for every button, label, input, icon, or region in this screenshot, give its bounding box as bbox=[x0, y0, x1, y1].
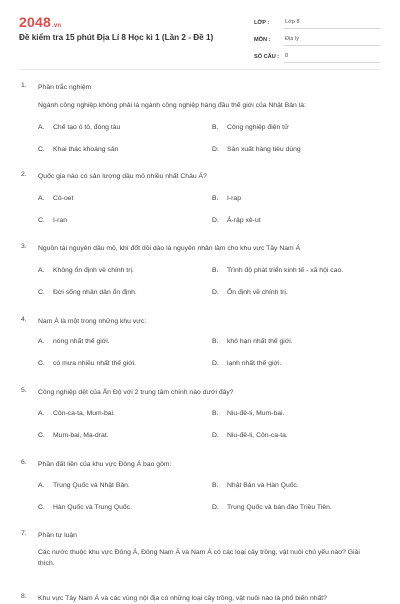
option-text: có mưa nhiều nhất thế giới. bbox=[53, 360, 137, 367]
option-text: khô hạn nhất thế giới. bbox=[227, 338, 293, 345]
option-d[interactable] bbox=[212, 360, 281, 367]
option-text: Trung Quốc và bán đảo Triều Tiên. bbox=[227, 504, 332, 511]
option-letter: A. bbox=[38, 195, 45, 202]
option-text: Chế tạo ô tô, đóng tàu bbox=[53, 124, 121, 131]
question-text: Khu vực Tây Nam Á và các vùng nội địa có những loại cây trồng, vật nuôi nào là phổ biến nhất? bbox=[38, 595, 327, 602]
option-text: Trình độ phát triển kinh tế - xã hội cao. bbox=[227, 267, 344, 274]
option-text: I-rap bbox=[227, 195, 241, 202]
section-title: Phần tự luận bbox=[38, 532, 77, 539]
option-text: Không ổn định về chính trị. bbox=[53, 267, 134, 274]
option-c[interactable] bbox=[38, 504, 132, 511]
option-letter: C. bbox=[38, 432, 45, 439]
option-letter: A. bbox=[38, 482, 45, 489]
option-letter: D. bbox=[212, 360, 219, 367]
option-text: Đời sống nhân dân ổn định. bbox=[53, 289, 137, 296]
option-b[interactable] bbox=[212, 410, 284, 417]
option-a[interactable] bbox=[38, 482, 130, 489]
question-text: Công nghiệp dệt của Ấn Độ với 2 trung tâm chính nào dưới đây? bbox=[38, 389, 234, 396]
option-letter: D. bbox=[212, 217, 219, 224]
question-text: Các nước thuộc khu vực Đông Á, Đông Nam Á và Nam Á có các loại cây trồng, vật nuôi chủ yếu nào? Giải thích. bbox=[38, 549, 360, 567]
option-text: Sản xuất hàng tiêu dùng bbox=[227, 146, 301, 153]
option-text: Cô-oet bbox=[53, 195, 74, 202]
option-text: Công nghiệp điện tử bbox=[227, 124, 289, 131]
meta-row-class bbox=[254, 14, 380, 31]
option-c[interactable] bbox=[38, 289, 137, 296]
question-text: Phần đất liền của khu vực Đông Á bao gồm: bbox=[38, 461, 172, 468]
option-c[interactable] bbox=[38, 432, 109, 439]
option-a[interactable] bbox=[38, 195, 73, 202]
option-letter: B. bbox=[212, 195, 219, 202]
option-letter: A. bbox=[38, 410, 45, 417]
section-title: Phần trắc nghiệm bbox=[38, 84, 92, 91]
meta-row-subject bbox=[254, 31, 380, 48]
meta-value: Địa lý bbox=[284, 33, 380, 46]
option-b[interactable] bbox=[212, 267, 343, 274]
logo-main: 2048 bbox=[19, 14, 51, 30]
option-d[interactable] bbox=[212, 146, 301, 153]
page-title: Đề kiểm tra 15 phút Địa Lí 8 Học kì 1 (Lần 2 - Đề 1) bbox=[19, 33, 214, 42]
option-letter: D. bbox=[212, 504, 219, 511]
option-a[interactable] bbox=[38, 124, 120, 131]
question-number: 8. bbox=[21, 593, 27, 600]
option-text: Hàn Quốc và Trung Quốc. bbox=[53, 504, 132, 511]
option-text: nóng nhất thế giới. bbox=[53, 338, 110, 345]
logo[interactable] bbox=[19, 14, 61, 30]
option-letter: D. bbox=[212, 146, 219, 153]
meta-label: MÔN : bbox=[254, 36, 271, 43]
option-letter: C. bbox=[38, 289, 45, 296]
question-number: 2. bbox=[21, 171, 27, 178]
option-letter: C. bbox=[38, 217, 45, 224]
option-letter: C. bbox=[38, 146, 45, 153]
option-text: Niu-đê-li, Mum-bai. bbox=[227, 410, 285, 417]
option-text: Trung Quốc và Nhật Bản. bbox=[53, 482, 130, 489]
question-number: 3. bbox=[21, 243, 27, 250]
header-divider bbox=[19, 69, 381, 70]
option-c[interactable] bbox=[38, 360, 136, 367]
option-c[interactable] bbox=[38, 217, 67, 224]
option-a[interactable] bbox=[38, 410, 115, 417]
question-number: 6. bbox=[21, 459, 27, 466]
option-d[interactable] bbox=[212, 217, 261, 224]
option-b[interactable] bbox=[212, 482, 299, 489]
option-d[interactable] bbox=[212, 289, 288, 296]
option-letter: D. bbox=[212, 289, 219, 296]
option-letter: B. bbox=[212, 338, 219, 345]
option-text: Ả-rập xê-ut bbox=[227, 217, 261, 224]
option-text: Côn-ca-ta, Mum-bai. bbox=[53, 410, 115, 417]
option-d[interactable] bbox=[212, 432, 288, 439]
section-number: 7. bbox=[21, 530, 27, 537]
question-text: Ngành công nghiệp không phải là ngành công nghiệp hàng đầu thế giới của Nhật Bản là: bbox=[38, 102, 306, 109]
option-a[interactable] bbox=[38, 267, 134, 274]
option-letter: B. bbox=[212, 482, 219, 489]
meta-row-count bbox=[254, 48, 380, 65]
meta-label: SỐ CÂU : bbox=[254, 53, 280, 60]
option-text: lạnh nhất thế giới. bbox=[227, 360, 282, 367]
option-letter: D. bbox=[212, 432, 219, 439]
option-b[interactable] bbox=[212, 124, 289, 131]
option-letter: A. bbox=[38, 267, 45, 274]
option-b[interactable] bbox=[212, 338, 293, 345]
option-letter: C. bbox=[38, 504, 45, 511]
option-text: Ổn định về chính trị. bbox=[227, 289, 288, 296]
option-letter: C. bbox=[38, 360, 45, 367]
option-text: Nhật Bản và Hàn Quốc. bbox=[227, 482, 299, 489]
option-letter: A. bbox=[38, 124, 45, 131]
question-text: Quốc gia nào có sản lượng dầu mỏ nhiều nhất Châu Á? bbox=[38, 173, 207, 180]
question-number: 4. bbox=[21, 316, 27, 323]
question-number: 5. bbox=[21, 387, 27, 394]
meta-value: Lớp 8 bbox=[284, 16, 380, 29]
question-text: Nguồn tài nguyên dầu mỏ, khí đốt dồi dào là nguyên nhân làm cho khu vực Tây Nam Á bbox=[38, 245, 301, 252]
option-letter: B. bbox=[212, 410, 219, 417]
option-letter: B. bbox=[212, 124, 219, 131]
logo-tld: .vn bbox=[51, 23, 62, 29]
section-number: 1. bbox=[21, 82, 27, 89]
page-header bbox=[0, 0, 400, 70]
option-letter: B. bbox=[212, 267, 219, 274]
meta-value: 8 bbox=[284, 50, 380, 63]
option-text: I-ran bbox=[53, 217, 67, 224]
option-b[interactable] bbox=[212, 195, 241, 202]
option-text: Khai thác khoáng sản bbox=[53, 146, 119, 153]
exam-meta bbox=[254, 14, 380, 65]
option-text: Niu-đê-li, Côn-ca-ta. bbox=[227, 432, 288, 439]
option-a[interactable] bbox=[38, 338, 110, 345]
question-text: Nam Á là một trong những khu vực: bbox=[38, 318, 147, 325]
option-d[interactable] bbox=[212, 504, 332, 511]
option-c[interactable] bbox=[38, 146, 118, 153]
option-letter: A. bbox=[38, 338, 45, 345]
option-text: Mum-bai, Ma-drat. bbox=[53, 432, 109, 439]
meta-label: LỚP : bbox=[254, 19, 270, 26]
